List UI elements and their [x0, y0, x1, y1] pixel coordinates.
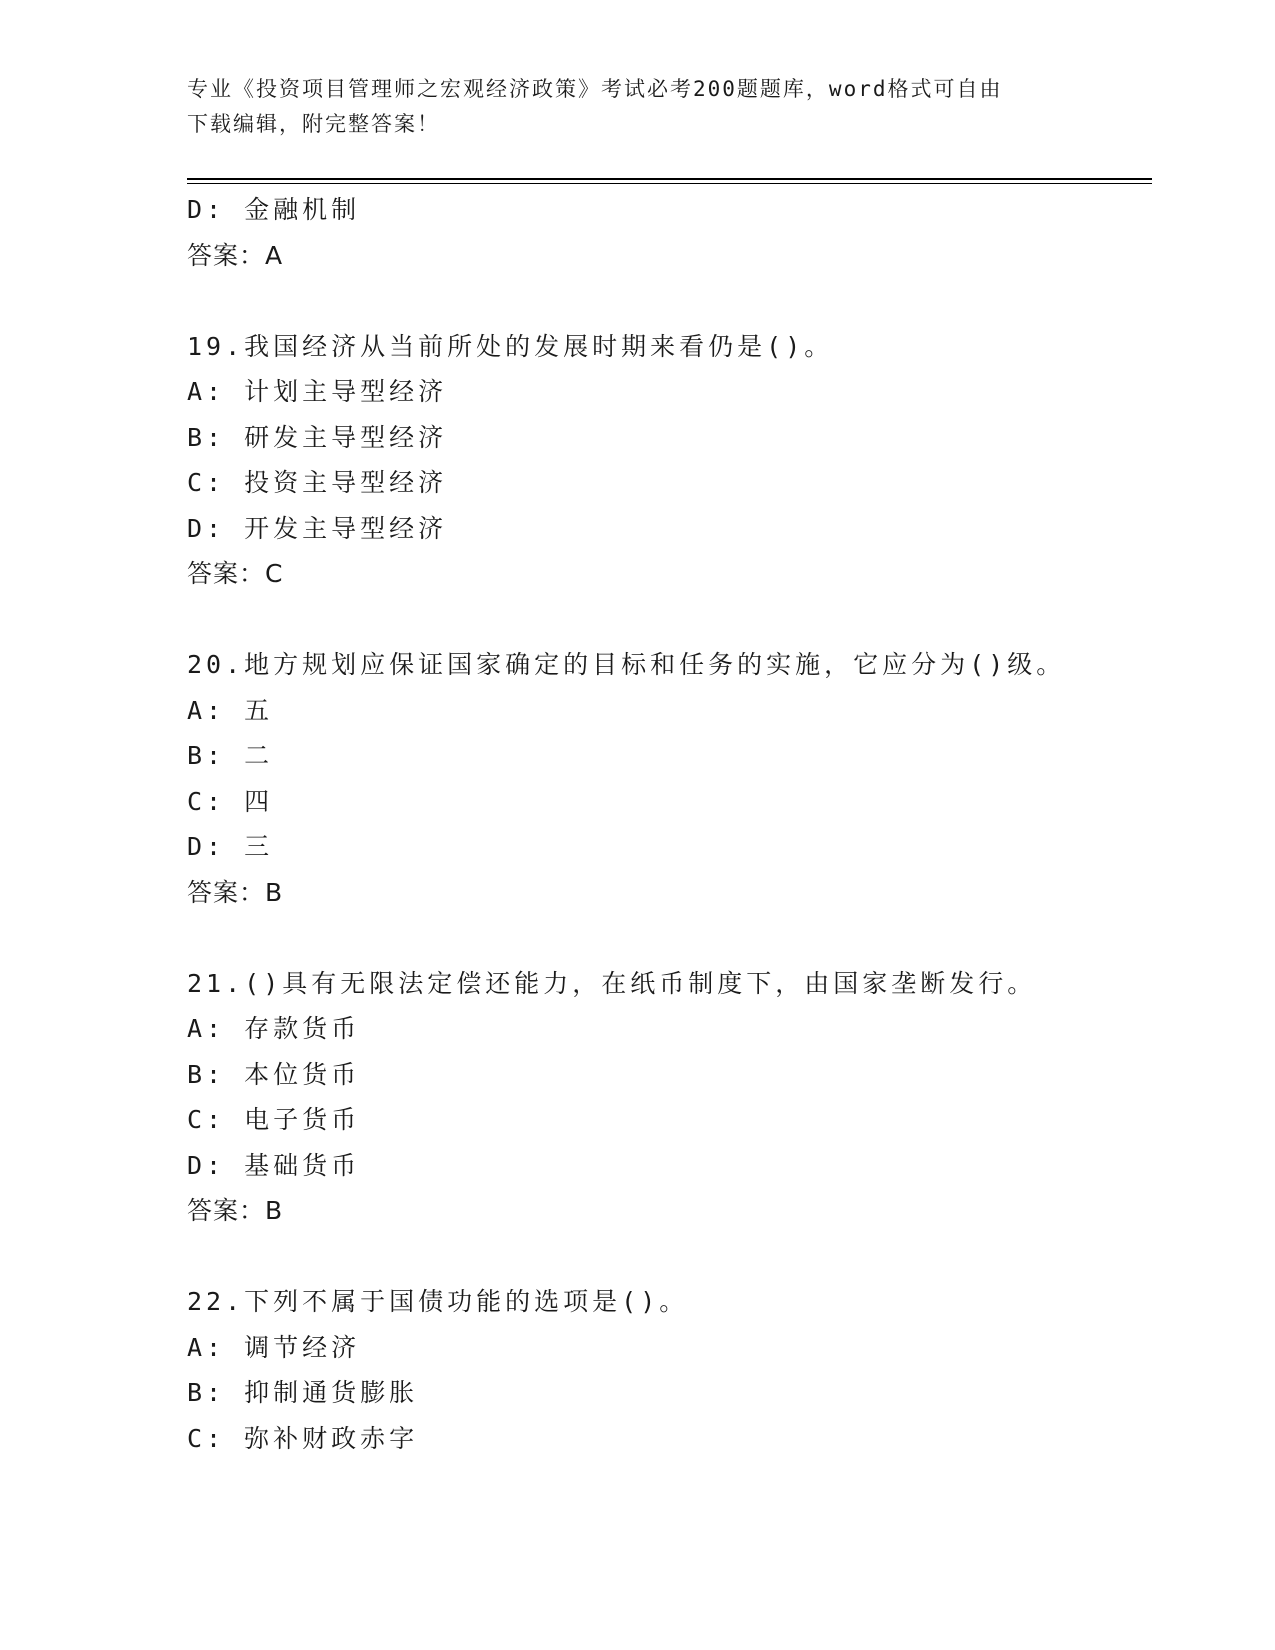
- option-a: A: 五: [187, 695, 274, 725]
- option-a: A: 计划主导型经济: [187, 377, 448, 406]
- spacer: [187, 278, 1147, 324]
- question-list: [187, 187, 1147, 1461]
- question-stem: 20.地方规划应保证国家确定的目标和任务的实施，它应分为()级。: [187, 650, 1066, 679]
- option-b: B: 研发主导型经济: [187, 422, 448, 452]
- header-rule-thick: [187, 178, 1152, 180]
- spacer: [187, 597, 1147, 643]
- option-b: B: 本位货币: [187, 1059, 361, 1089]
- option-d: D: 三: [187, 832, 274, 861]
- question-21: [187, 961, 1147, 1234]
- question-stem: 22.下列不属于国债功能的选项是()。: [187, 1287, 689, 1316]
- option-d: D: 金融机制: [187, 195, 361, 224]
- question-19: [187, 324, 1147, 597]
- header-line-1: 专业《投资项目管理师之宏观经济政策》考试必考200题题库，word格式可自由: [187, 77, 1003, 101]
- option-b: B: 二: [187, 741, 274, 770]
- option-c: C: 四: [187, 786, 274, 816]
- question-stem: 19.我国经济从当前所处的发展时期来看仍是()。: [187, 331, 834, 361]
- header-rule-thin: [187, 183, 1152, 184]
- option-d: D: 基础货币: [187, 1150, 361, 1180]
- option-a: A: 调节经济: [187, 1332, 361, 1362]
- answer-line: 答案：C: [187, 559, 284, 588]
- option-b: B: 抑制通货膨胀: [187, 1378, 419, 1407]
- spacer: [187, 1234, 1147, 1280]
- option-c: C: 电子货币: [187, 1105, 361, 1134]
- option-a: A: 存款货币: [187, 1014, 361, 1043]
- option-d: D: 开发主导型经济: [187, 513, 448, 543]
- spacer: [187, 915, 1147, 961]
- document-header: [187, 72, 1087, 142]
- header-line-2: 下载编辑，附完整答案！: [187, 112, 440, 136]
- option-c: C: 弥补财政赤字: [187, 1423, 419, 1453]
- carryover-block: [187, 187, 1147, 278]
- question-22: [187, 1279, 1147, 1461]
- option-c: C: 投资主导型经济: [187, 468, 448, 497]
- question-20: [187, 642, 1147, 915]
- question-stem: 21.()具有无限法定偿还能力，在纸币制度下，由国家垄断发行。: [187, 968, 1037, 998]
- answer-line: 答案：A: [187, 240, 284, 270]
- answer-line: 答案：B: [187, 877, 284, 907]
- answer-line: 答案：B: [187, 1196, 284, 1225]
